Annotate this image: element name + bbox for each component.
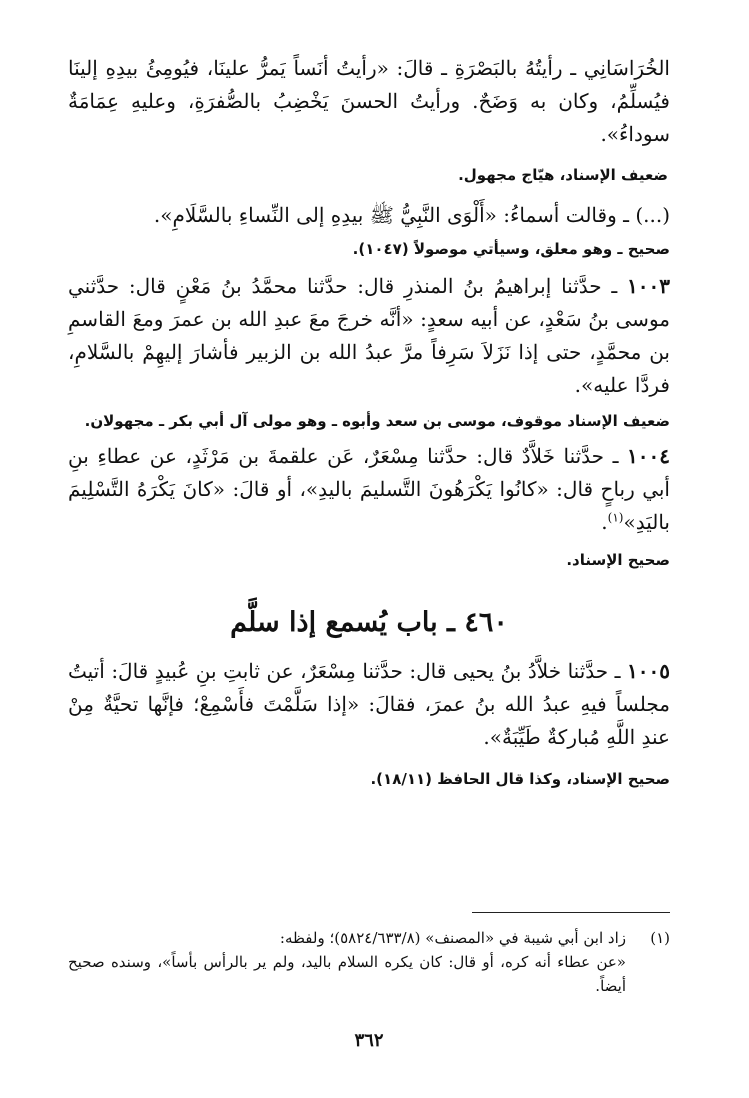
grading-note: ضعيف الإسناد موقوف، موسى بن سعد وأبوه ـ وهو مولى آل أبي بكر ـ مجهولان. — [84, 412, 670, 430]
page-number: ٣٦٢ — [354, 1030, 384, 1051]
hadith-1003 — [68, 270, 670, 402]
paragraph-asma: (...) ـ وقالت أسماءُ: «أَلْوَى النَّبِيُّ ﷺ بيدِهِ إلى النِّساءِ بالسَّلَامِ». — [153, 203, 670, 227]
hadith-number: ١٠٠٤ — [627, 444, 670, 468]
footnote-line-2: «عن عطاء أنه كره، أو قال: كان يكره السلام باليد، ولم ير بالرأس بأساً»، وسنده صحيح أيضاً. — [68, 953, 626, 995]
hadith-end: . — [601, 510, 608, 534]
chapter-heading: ٤٦٠ ـ باب يُسمع إذا سلَّم — [230, 607, 508, 638]
footnote-reference[interactable]: (١) — [607, 510, 624, 525]
footnote-line-1: زاد ابن أبي شيبة في «المصنف» (٥٨٢٤/٦٣٣/٨)؛ ولفظه: — [279, 929, 626, 947]
grading-note: ضعيف الإسناد، هيّاج مجهول. — [458, 166, 668, 184]
paragraph-continuation: الخُرَاسَانِي ـ رأيتُهُ بالبَصْرَةِ ـ قالَ: «رأيتُ أنَساً يَمرُّ علينَا، فيُومِئُ بيدِهِ إلينَا فيُسلِّمُ، وكان به وَضَحٌ. ورأيتُ الحسنَ يَخْضِبُ بالصُّفرَةِ، وعليهِ عِمَامَةٌ سوداءُ». — [68, 56, 670, 146]
footnote-divider — [472, 912, 670, 913]
hadith-number: ١٠٠٥ — [627, 659, 670, 683]
hadith-text: ـ حدَّثنا خَلاَّدٌ قال: حدَّثنا مِسْعَرٌ، عَن علقمةَ بن مَرْثَدٍ، عن عطاءِ بنِ أبي رباحٍ قال: «كانُوا يَكْرَهُونَ التَّسليمَ باليدِ»، أو قالَ: «كانَ يَكْرَهُ التَّسْلِيمَ باليَدِ» — [68, 444, 670, 534]
footnote-body — [68, 926, 626, 998]
hadith-1004 — [68, 440, 670, 539]
grading-note: صحيح الإسناد. — [566, 551, 670, 569]
grading-note: صحيح الإسناد، وكذا قال الحافظ (١٨/١١). — [370, 770, 670, 788]
footnote-mark: (١) — [650, 929, 670, 947]
hadith-number: ١٠٠٣ — [627, 274, 670, 298]
hadith-text: ـ حدَّثنا خلاَّدُ بنُ يحيى قال: حدَّثنا مِسْعَرٌ، عن ثابتِ بنِ عُبيدٍ قالَ: أتيتُ مجلساً فيهِ عبدُ الله بنُ عمرَ، فقالَ: «إذا سَلَّمْتَ فأَسْمِعْ؛ فإنَّها تحيَّةٌ مِنْ عندِ اللَّهِ مُباركةٌ طَيِّبَةٌ». — [68, 659, 670, 749]
footnote — [68, 926, 670, 998]
hadith-text: ـ حدَّثنا إبراهيمُ بنُ المنذرِ قال: حدَّثنا محمَّدُ بنُ مَعْنٍ قال: حدَّثني موسى بنُ سَعْدٍ، عن أبيه سعدٍ: «أنَّه خرجَ معَ عبدِ الله بن عمرَ ومعَ القاسمِ بن محمَّدٍ، حتى إذا نَزَلاَ سَرِفاً مرَّ عبدُ الله بن الزبير فأشارَ إليهِمْ بالسَّلامِ، فردَّا عليه». — [68, 274, 671, 397]
grading-note: صحيح ـ وهو معلق، وسيأتي موصولاً (١٠٤٧). — [352, 240, 670, 258]
hadith-1005 — [68, 655, 670, 754]
book-page — [68, 52, 670, 1092]
